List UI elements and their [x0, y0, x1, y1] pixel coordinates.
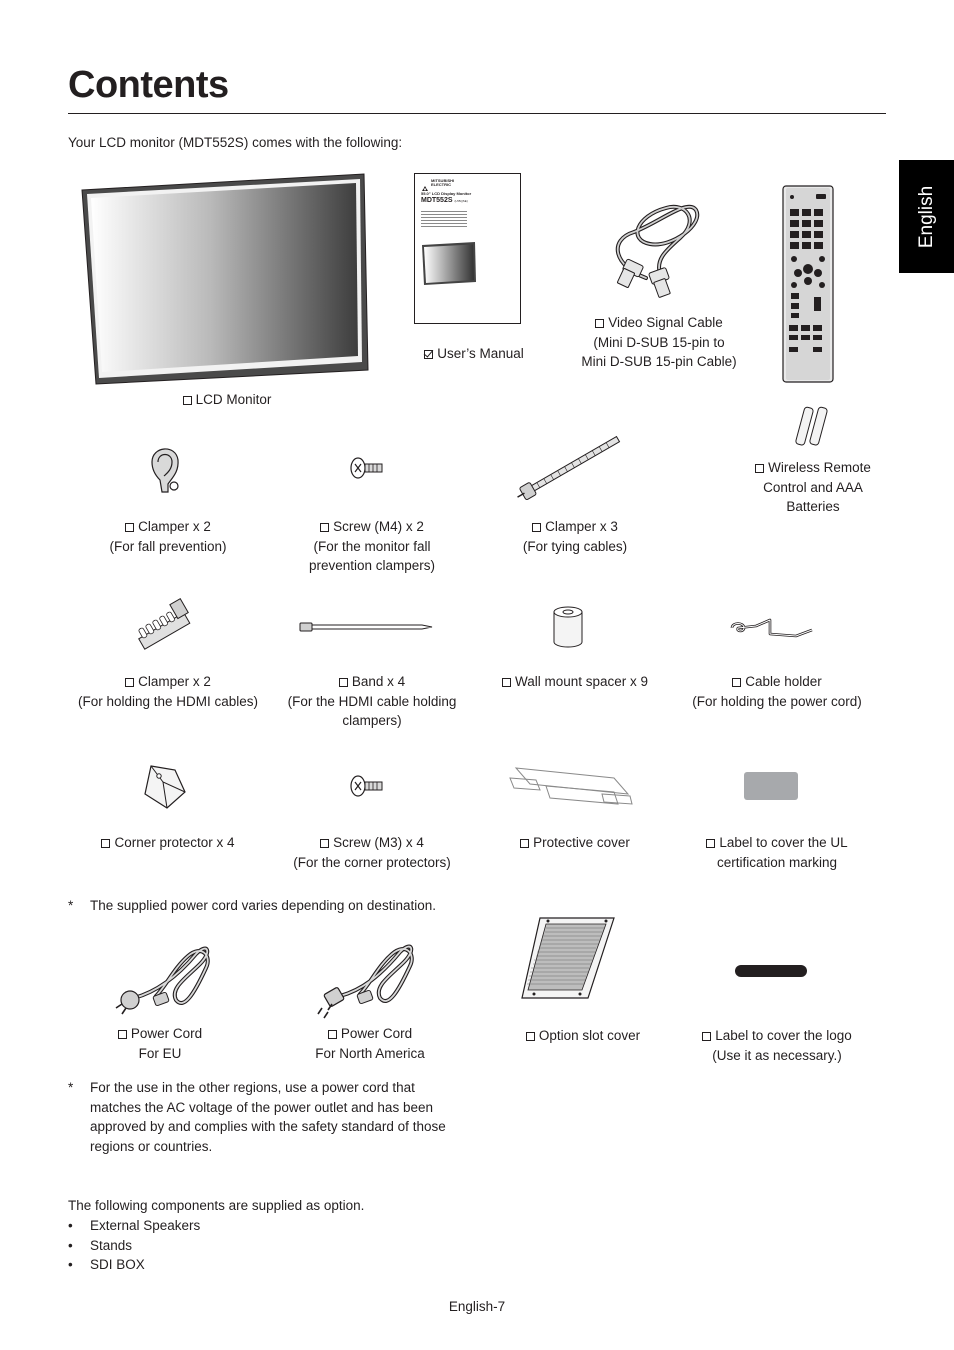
list-item: • External Speakers: [68, 1216, 200, 1236]
manual-brand-line-1: MITSUBISHI: [431, 178, 455, 183]
clamper-hdmi-illustration: [134, 602, 198, 654]
manual-brand-line-2: ELECTRIC: [431, 182, 451, 187]
item-cable-holder: Cable holder (For holding the power cord): [692, 674, 862, 709]
wall-mount-spacer-illustration: [551, 604, 585, 650]
lcd-monitor-illustration: [78, 170, 370, 388]
checkbox: [702, 1032, 711, 1041]
list-item: • Stands: [68, 1236, 200, 1256]
checkbox: [526, 1032, 535, 1041]
remote-control-illustration: [782, 185, 834, 383]
checkbox: [532, 523, 541, 532]
item-protective-cover: Protective cover: [500, 833, 650, 853]
checkbox: [732, 678, 741, 687]
cable-holder-illustration: [730, 612, 814, 640]
clamper-fall-illustration: [146, 440, 186, 496]
title-divider: [68, 113, 886, 114]
item-users-manual: [404, 344, 544, 364]
video-signal-cable-illustration: [604, 196, 704, 300]
checkbox: [125, 523, 134, 532]
language-tab-label: English: [915, 185, 937, 248]
item-band: Band x 4 (For the HDMI cable holding clampers): [287, 674, 457, 728]
manual-product-line: 55.0" LCD Display Monitor: [421, 191, 472, 196]
corner-protector-illustration: [141, 764, 187, 810]
item-clamper-tying: Clamper x 3 (For tying cables): [522, 519, 628, 554]
checkbox: [502, 678, 511, 687]
item-label-ul: Label to cover the UL certification marking: [690, 833, 864, 872]
power-cord-eu-illustration: [116, 938, 212, 1018]
item-lcd-monitor-label: LCD Monitor: [130, 390, 324, 410]
item-power-cord-eu: Power Cord For EU: [90, 1024, 230, 1063]
intro-text: Your LCD monitor (MDT552S) comes with the following:: [68, 135, 403, 150]
checkbox: [595, 319, 604, 328]
options-intro: The following components are supplied as option.: [68, 1198, 365, 1213]
users-manual-illustration: [414, 173, 521, 324]
screw-m3-illustration: [349, 774, 385, 798]
power-cord-na-illustration: [318, 938, 418, 1018]
item-lcd-monitor: [130, 390, 324, 410]
item-wireless-remote: Wireless Remote Control and AAA Batteries: [741, 458, 885, 517]
power-cord-note: * The supplied power cord varies depending on destination.: [68, 898, 436, 913]
checkbox: [118, 1030, 127, 1039]
item-label-logo: Label to cover the logo (Use it as necessary.): [684, 1026, 870, 1065]
checkbox: [125, 678, 134, 687]
manual-model-suffix: (L55QSE): [454, 199, 468, 203]
manual-model: MDT552S: [421, 197, 453, 204]
language-tab: [899, 160, 954, 273]
item-screw-m3: Screw (M3) x 4 (For the corner protectors): [293, 835, 451, 870]
regions-note: * For the use in the other regions, use a power cord that matches the AC voltage of the power outlet and has been approved by and complies with the safety standard of those regions or countries.: [68, 1080, 446, 1154]
checkbox: [320, 839, 329, 848]
item-clamper-fall: Clamper x 2 (For fall prevention): [109, 519, 227, 554]
page-title: Contents: [68, 64, 229, 106]
item-users-manual-label: User’s Manual: [404, 344, 544, 364]
aaa-batteries-illustration: [794, 405, 830, 449]
band-illustration: [298, 620, 434, 634]
checkbox: [520, 839, 529, 848]
label-ul-illustration: [744, 772, 798, 800]
item-wall-mount-spacer: Wall mount spacer x 9: [494, 672, 656, 692]
item-screw-m4: Screw (M4) x 2 (For the monitor fall prevention clampers): [308, 519, 436, 573]
item-video-signal-cable: Video Signal Cable (Mini D-SUB 15-pin to Mini D-SUB 15-pin Cable): [581, 315, 737, 369]
checkbox: [320, 523, 329, 532]
checkbox: [328, 1030, 337, 1039]
manual-language-list: [421, 211, 467, 229]
checkbox: [424, 350, 433, 359]
item-power-cord-na: Power Cord For North America: [315, 1026, 425, 1061]
protective-cover-illustration: [506, 764, 634, 808]
page-number: English-7: [448, 1299, 506, 1314]
checkbox: [755, 464, 764, 473]
item-option-slot-cover: Option slot cover: [500, 1026, 666, 1046]
options-list: [68, 1216, 200, 1275]
screw-m4-illustration: [349, 456, 385, 480]
manual-monitor-image: [421, 242, 477, 286]
checkbox: [183, 396, 192, 405]
option-slot-cover-illustration: [518, 914, 616, 1002]
list-item: • SDI BOX: [68, 1255, 200, 1275]
mitsubishi-logo-icon: [421, 180, 429, 187]
clamper-tying-illustration: [512, 432, 628, 504]
item-clamper-hdmi: Clamper x 2 (For holding the HDMI cables): [77, 674, 259, 709]
checkbox: [706, 839, 715, 848]
checkbox: [339, 678, 348, 687]
checkbox: [101, 839, 110, 848]
label-logo-illustration: [735, 965, 807, 977]
item-corner-protector: Corner protector x 4: [88, 833, 248, 853]
